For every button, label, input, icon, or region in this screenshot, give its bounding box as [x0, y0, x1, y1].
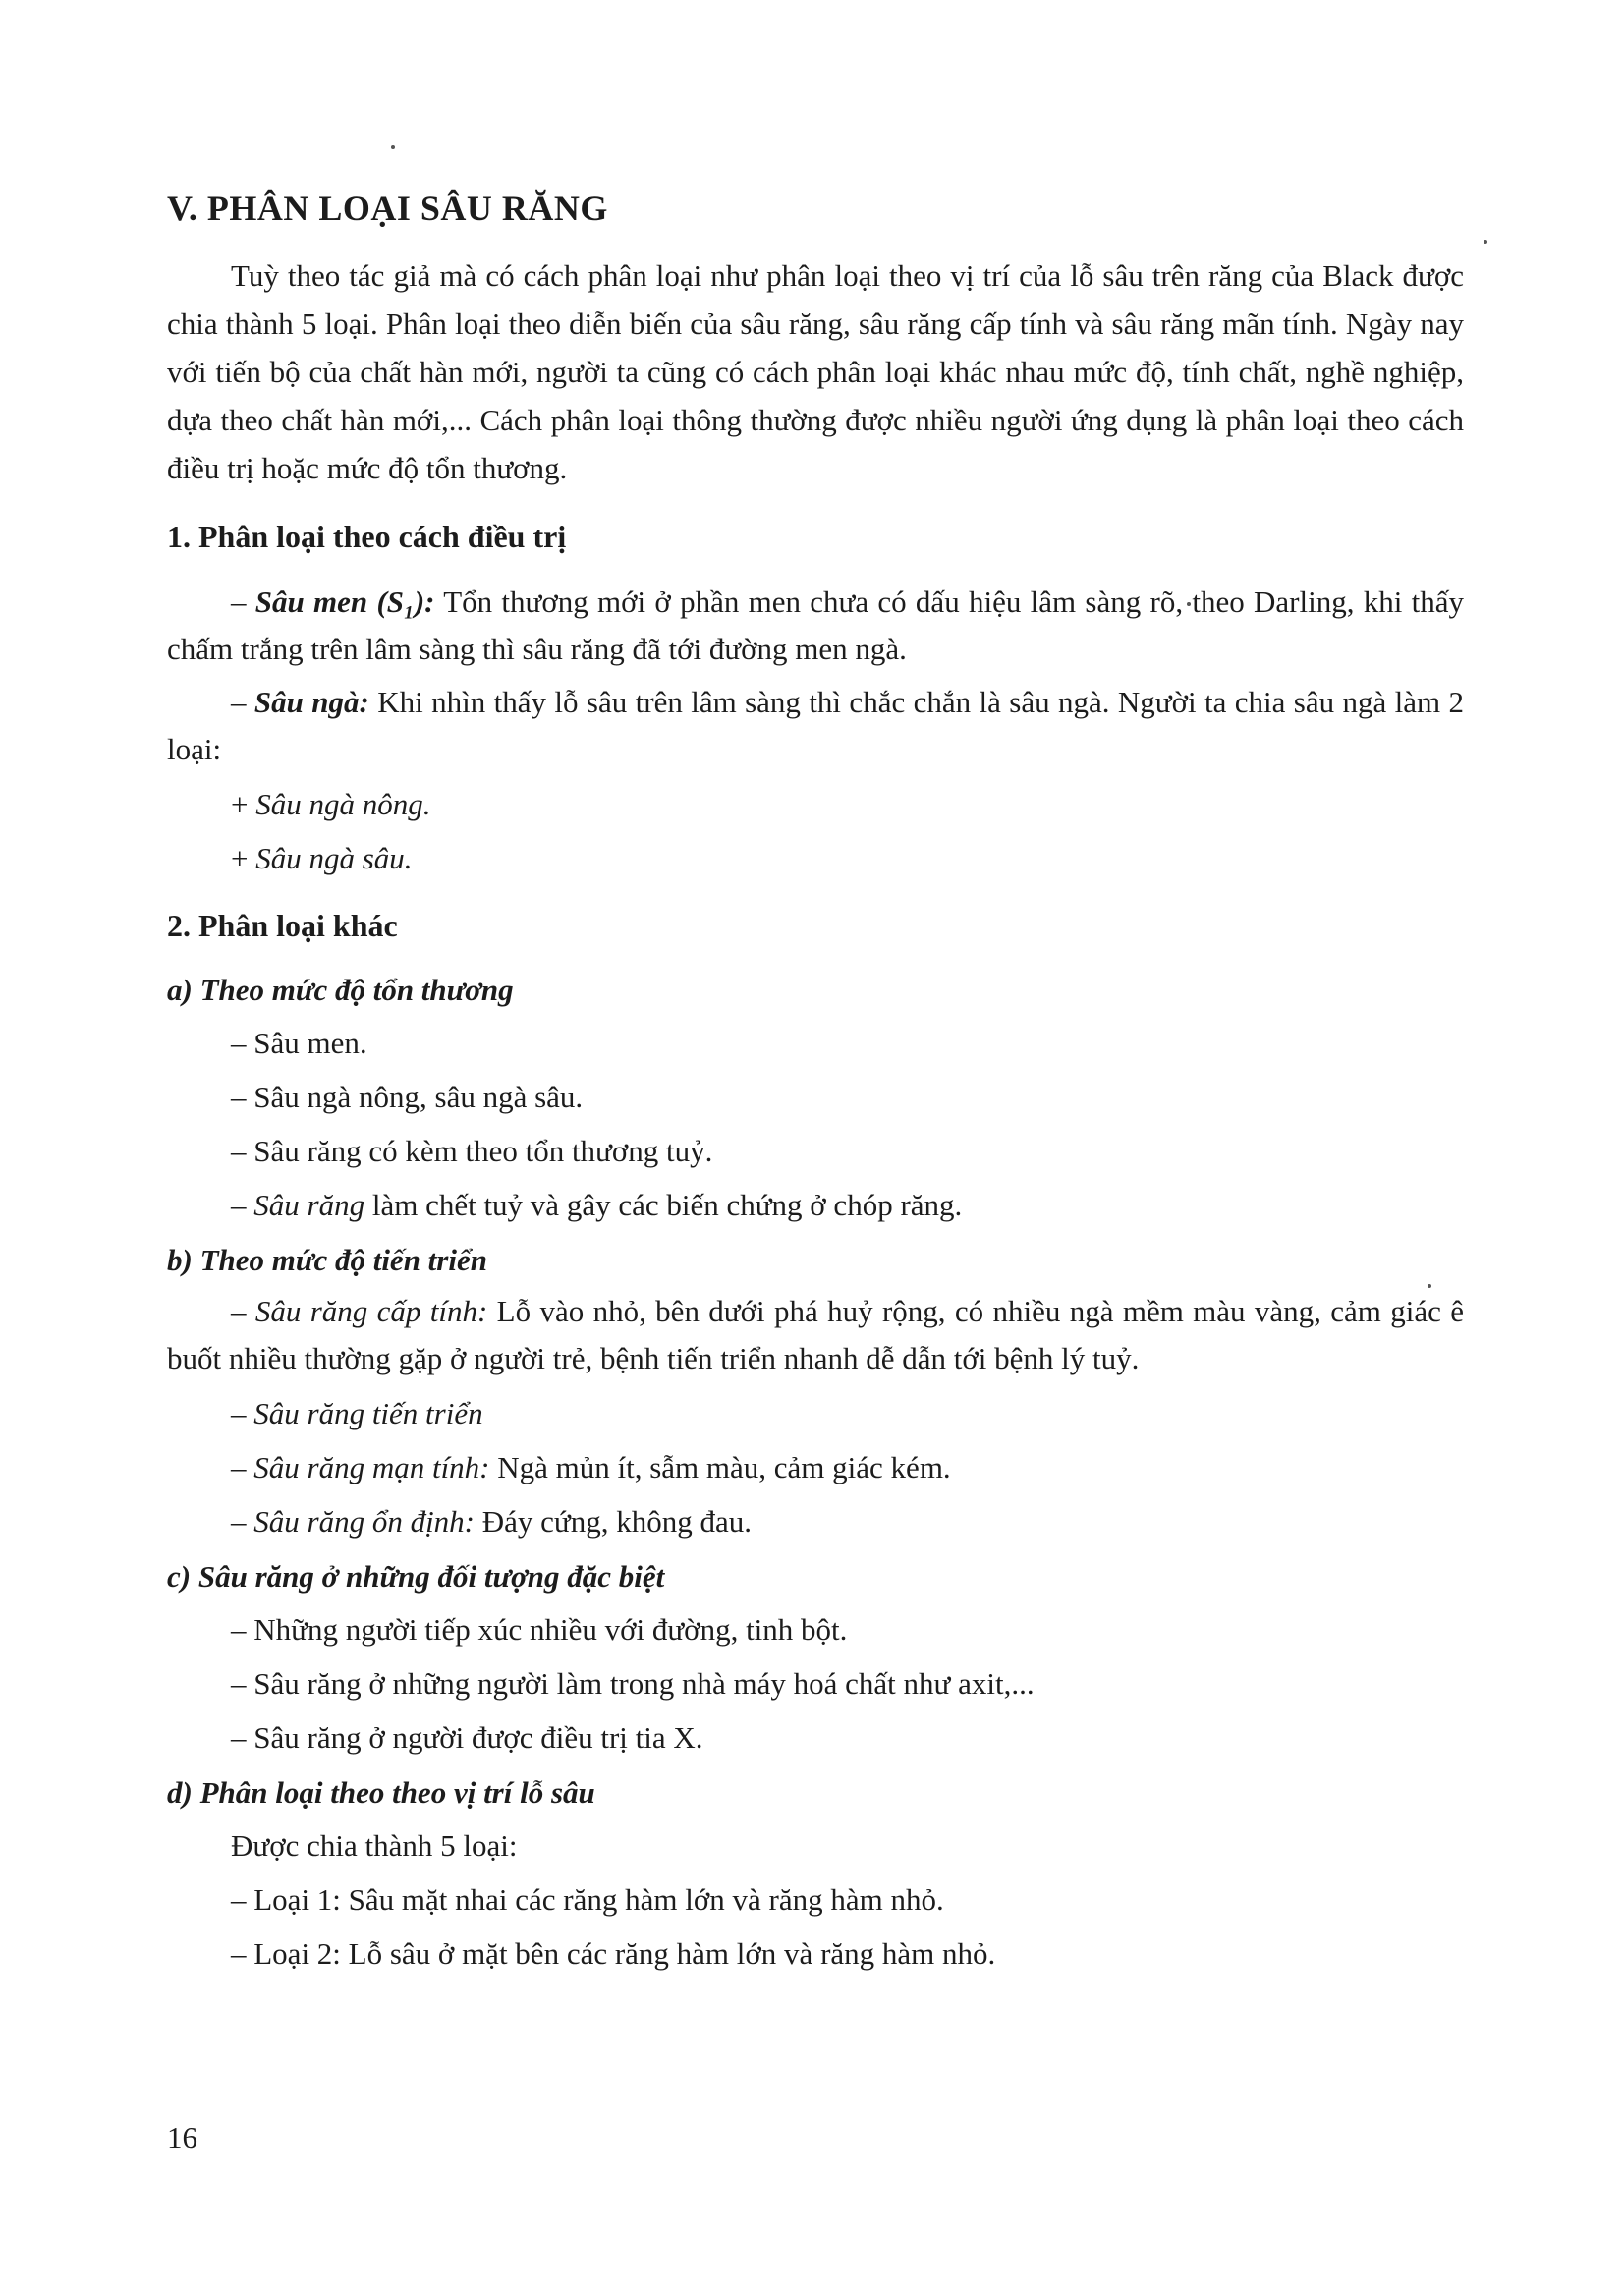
list-item: – Sâu răng có kèm theo tổn thương tuỷ.: [231, 1134, 713, 1168]
list-item: – Những người tiếp xúc nhiều với đường, tinh bột.: [231, 1612, 848, 1647]
term: Sâu ngà:: [253, 685, 369, 719]
list-item: – Sâu ngà nông, sâu ngà sâu.: [231, 1080, 584, 1114]
list-item: – Sâu răng ở những người làm trong nhà máy hoá chất như axit,...: [231, 1666, 1035, 1701]
sub-list-item: + Sâu ngà nông.: [231, 787, 431, 821]
list-item: – Loại 2: Lỗ sâu ở mặt bên các răng hàm lớn và răng hàm nhỏ.: [231, 1936, 996, 1971]
page-number: 16: [167, 2120, 197, 2155]
subheading-b: b) Theo mức độ tiến triển: [167, 1243, 487, 1277]
subheading-d: d) Phân loại theo theo vị trí lỗ sâu: [167, 1775, 595, 1810]
sub-list-item: + Sâu ngà sâu.: [231, 841, 413, 875]
list-item: – Sâu răng ổn định: Đáy cứng, không đau.: [231, 1504, 752, 1539]
intro-paragraph: Tuỳ theo tác giả mà có cách phân loại như phân loại theo vị trí của lỗ sâu trên răng của Black được chia thành 5 loại. Phân loại theo diễn biến của sâu răng, sâu răng cấp tính và sâu răng mãn tính. Ngày nay với tiến bộ của chất hàn mới, người ta cũng có cách phân loại khác nhau mức độ, tính chất, nghề nghiệp, dựa theo chất hàn mới,... Cách phân loại thông thường được nhiều người ứng dụng là phân loại theo cách điều trị hoặc mức độ tổn thương.: [167, 258, 1464, 485]
list-item: – Sâu răng cấp tính: Lỗ vào nhỏ, bên dưới phá huỷ rộng, có nhiều ngà mềm màu vàng, cảm giác ê buốt nhiều thường gặp ở người trẻ, bệnh tiến triển nhanh dễ dẫn tới bệnh lý tuỷ.: [167, 1294, 1465, 1375]
list-item: – Sâu men (S₁): Tổn thương mới ở phần men chưa có dấu hiệu lâm sàng rõ, theo Darling, khi thấy chấm trắng trên lâm sàng thì sâu răng đã tới đường men ngà.: [167, 585, 1465, 666]
section-title: V. PHÂN LOẠI SÂU RĂNG: [167, 189, 608, 228]
page-content: [167, 185, 1464, 1977]
list-item: – Sâu ngà: Khi nhìn thấy lỗ sâu trên lâm sàng thì chắc chắn là sâu ngà. Người ta chia sâu ngà làm 2 loại:: [167, 685, 1465, 766]
list-item: – Sâu răng tiến triển: [231, 1396, 483, 1430]
subheading-c: c) Sâu răng ở những đối tượng đặc biệt: [167, 1559, 665, 1594]
subsection-title-2: 2. Phân loại khác: [167, 908, 398, 943]
subheading-a: a) Theo mức độ tổn thương: [167, 973, 514, 1007]
list-item: – Sâu men.: [231, 1026, 367, 1060]
list-item: – Sâu răng ở người được điều trị tia X.: [231, 1720, 703, 1755]
scan-speck: [391, 145, 395, 149]
list-item: – Sâu răng mạn tính: Ngà mủn ít, sẫm màu, cảm giác kém.: [231, 1450, 951, 1484]
scan-speck: [1484, 240, 1487, 244]
subsection-title-1: 1. Phân loại theo cách điều trị: [167, 519, 567, 554]
term: Sâu men (S₁):: [254, 585, 435, 619]
list-lead: Được chia thành 5 loại:: [231, 1828, 518, 1863]
list-item: – Sâu răng làm chết tuỷ và gây các biến chứng ở chóp răng.: [231, 1188, 963, 1222]
list-item: – Loại 1: Sâu mặt nhai các răng hàm lớn và răng hàm nhỏ.: [231, 1882, 944, 1917]
